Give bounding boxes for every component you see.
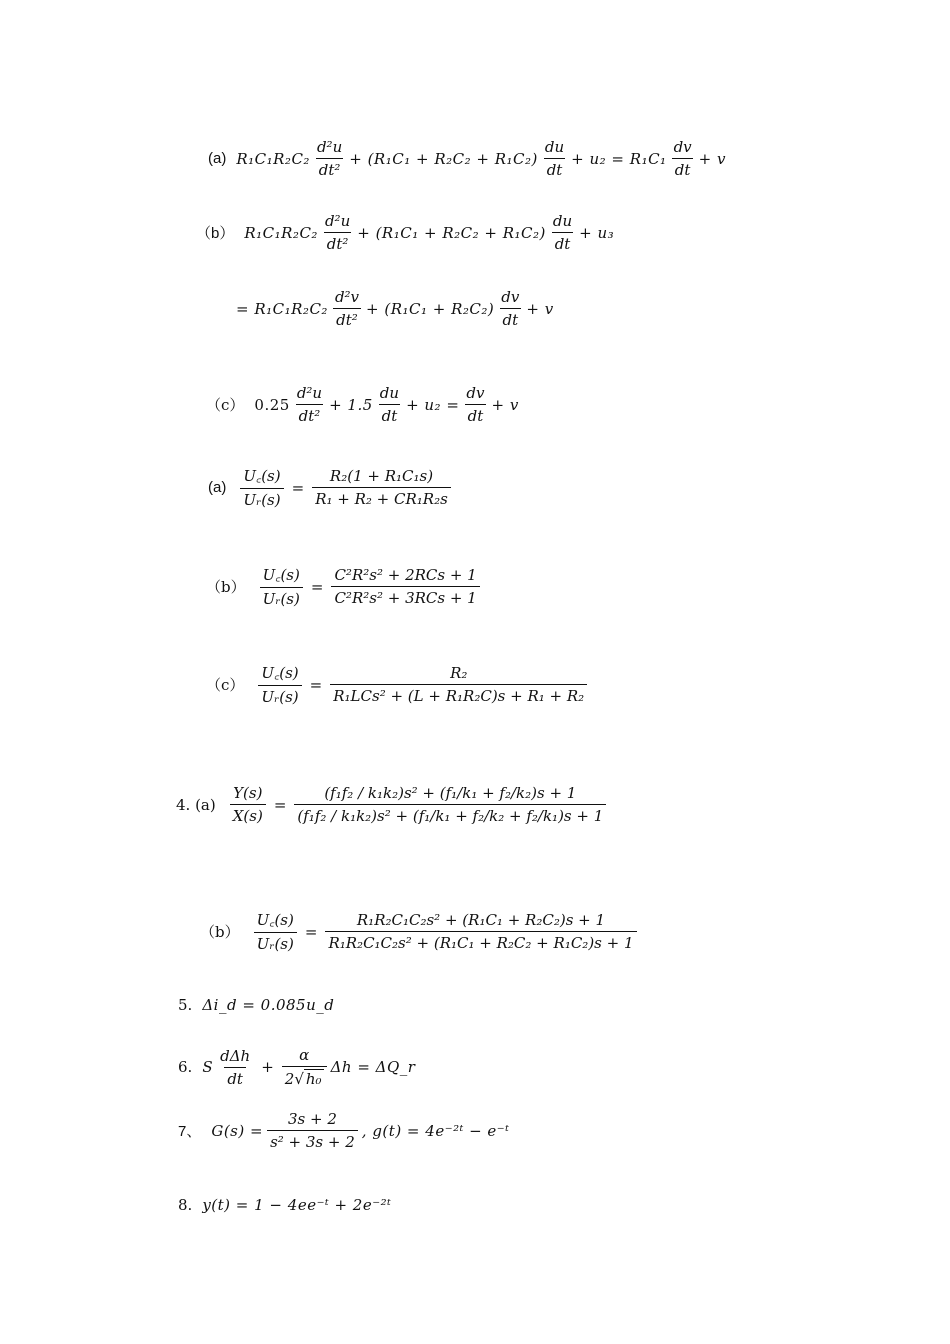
fraction: $\frac{dv}{dt}$ bbox=[466, 384, 485, 425]
eq-label: （c） bbox=[206, 396, 245, 414]
fraction: $\frac{du}{dt}$ bbox=[552, 212, 573, 253]
fraction: $\frac{\text{d²u}}{\text{dt²}}$ bbox=[316, 138, 343, 179]
eq-term: + v bbox=[526, 299, 554, 318]
eq-label: 4. (a) bbox=[176, 795, 216, 814]
q8 bbox=[178, 1196, 391, 1214]
eq-term: + v bbox=[491, 395, 519, 414]
eq-1c bbox=[206, 384, 519, 425]
eq-term: , g(t) = 4e⁻²ᵗ − e⁻ᵗ bbox=[361, 1121, 510, 1140]
eq-term: + 1.5 bbox=[329, 395, 373, 414]
tf-c: （c） $\frac{U꜀(s)}{\text{Uᵣ(s)}}$ = $\frac{\text{R₂}}{\text{R₁LCs² + (L + R₁R₂C)s + R₁ + R₂}}$ bbox=[206, 663, 591, 706]
eq-label: (a) bbox=[208, 479, 227, 496]
fraction: $\frac{\text{R₁R₂C₁C₂s² + (R₁C₁ + R₂C₂)s + 1}}{\text{R₁R₂C₁C₂s² + (R₁C₁ + R₂C₂ + R₁C₂)s + 1}}$ bbox=[325, 911, 636, 952]
tf-b: （b） $\frac{U꜀(s)}{\text{Uᵣ(s)}}$ = $\frac{\text{C²R²s² + 2RCs + 1}}{\text{C²R²s² + 3RCs + 1}}$ bbox=[206, 565, 484, 608]
fraction: $\frac{\text{R₂(1 + R₁C₁s)}}{\text{R₁ + R₂ + CR₁R₂s}}$ bbox=[312, 467, 451, 508]
fraction: $\frac{dv}{dt}$ bbox=[673, 138, 692, 179]
eq-label: （b） bbox=[196, 225, 235, 242]
fraction: $\frac{3s + 2}{\text{s² + 3s + 2}}$ bbox=[267, 1110, 358, 1151]
eq-label: (a) bbox=[208, 150, 227, 167]
fraction: $\frac{\text{d²u}}{\text{dt²}}$ bbox=[296, 384, 323, 425]
eq-term: y(t) = 1 − 4ee⁻ᵗ + 2e⁻²ᵗ bbox=[202, 1196, 392, 1214]
eq-label: 5. bbox=[178, 996, 193, 1014]
sqrt-sign: √ h₀ bbox=[294, 1070, 322, 1088]
eq-term: + (R₁C₁ + R₂C₂) bbox=[366, 299, 495, 318]
fraction: $\frac{\text{d²v}}{\text{dt²}}$ bbox=[334, 288, 360, 329]
fraction: $\frac{\text{(f₁f₂ / k₁k₂)s² + (f₁/k₁ + f₂/k₂)s + 1}}{\text{(f₁f₂ / k₁k₂)s² + (f₁/k₁ + f₂/k₂ + f₂/k₁)s + 1}}$ bbox=[294, 784, 606, 825]
fraction: $\frac{du}{dt}$ bbox=[544, 138, 565, 179]
eq-term: S bbox=[202, 1058, 214, 1076]
fraction: $\frac{Y(s)}{X(s)}$ bbox=[230, 784, 266, 825]
fraction: α 2√ h₀ bbox=[282, 1046, 327, 1088]
fraction: $\frac{du}{dt}$ bbox=[379, 384, 400, 425]
eq-term: + u₂ = bbox=[406, 395, 460, 414]
q5 bbox=[178, 996, 334, 1014]
fraction: $\frac{\text{R₂}}{\text{R₁LCs² + (L + R₁R₂C)s + R₁ + R₂}}$ bbox=[330, 664, 587, 705]
eq-term: Δi_d = 0.085u_d bbox=[202, 996, 335, 1014]
q7 bbox=[178, 1110, 509, 1151]
eq-label: （c） bbox=[206, 676, 245, 694]
eq-label: （b） bbox=[200, 923, 240, 941]
eq-label: 7、 bbox=[178, 1123, 202, 1140]
q4-a: 4. (a) $\frac{Y(s)}{X(s)}$ = $\frac{\text{(f₁f₂ / k₁k₂)s² + (f₁/k₁ + f₂/k₂)s + 1}}{\text{(f₁f₂ / k₁k₂)s² + (f₁/k₁ + f₂/k₂ + f₂/k₁)s + 1}}$ bbox=[176, 784, 610, 825]
fraction: $\frac{dv}{dt}$ bbox=[501, 288, 520, 329]
eq-1b-continued bbox=[236, 288, 554, 329]
fraction: $\frac{\text{dΔh}}{dt}$ bbox=[220, 1046, 251, 1088]
q4-b: （b） $\frac{U꜀(s)}{\text{Uᵣ(s)}}$ = $\frac{\text{R₁R₂C₁C₂s² + (R₁C₁ + R₂C₂)s + 1}}{\text{R₁R₂C₁C₂s² + (R₁C₁ + R₂C₂ + R₁C₂)s + 1}}$ bbox=[200, 910, 641, 953]
eq-label: 6. bbox=[178, 1058, 193, 1076]
eq-term: + v bbox=[698, 149, 726, 168]
fraction: $\frac{\text{C²R²s² + 2RCs + 1}}{\text{C²R²s² + 3RCs + 1}}$ bbox=[331, 566, 479, 607]
fraction: $\frac{\text{d²u}}{\text{dt²}}$ bbox=[324, 212, 351, 253]
eq-term: R₁C₁R₂C₂ bbox=[236, 149, 310, 168]
tf-a: (a) $\frac{U꜀(s)}{\text{Uᵣ(s)}}$ = $\frac{\text{R₂(1 + R₁C₁s)}}{\text{R₁ + R₂ + CR₁R₂s}}$ bbox=[208, 466, 455, 509]
eq-term: R₁C₁R₂C₂ bbox=[244, 223, 318, 242]
fraction: $\frac{U꜀(s)}{\text{Uᵣ(s)}}$ bbox=[258, 663, 301, 706]
fraction: $\frac{U꜀(s)}{\text{Uᵣ(s)}}$ bbox=[260, 565, 303, 608]
eq-term: + u₃ bbox=[579, 223, 615, 242]
eq-term: 0.25 bbox=[254, 395, 290, 414]
eq-term: + u₂ = R₁C₁ bbox=[571, 149, 667, 168]
eq-1b bbox=[196, 212, 614, 253]
eq-term: G(s) = bbox=[211, 1121, 264, 1140]
q6: 6. S $\frac{\text{dΔh}}{dt}$ + α 2√ h₀ Δh = ΔQ_r bbox=[178, 1046, 416, 1088]
fraction: $\frac{U꜀(s)}{\text{Uᵣ(s)}}$ bbox=[240, 466, 283, 509]
fraction: $\frac{U꜀(s)}{\text{Uᵣ(s)}}$ bbox=[254, 910, 297, 953]
eq-term: = R₁C₁R₂C₂ bbox=[236, 299, 328, 318]
eq-term: + (R₁C₁ + R₂C₂ + R₁C₂) bbox=[349, 149, 538, 168]
eq-term: Δh = ΔQ_r bbox=[330, 1058, 416, 1076]
eq-label: 8. bbox=[178, 1196, 193, 1214]
eq-label: （b） bbox=[206, 578, 246, 596]
eq-1a bbox=[208, 138, 726, 179]
eq-term: + (R₁C₁ + R₂C₂ + R₁C₂) bbox=[357, 223, 546, 242]
